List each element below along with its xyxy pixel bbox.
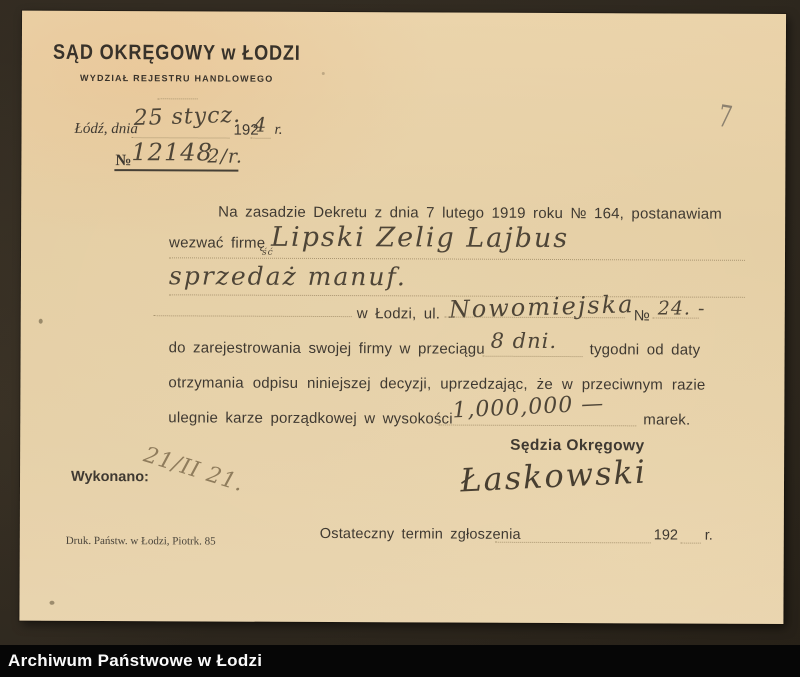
dotted-rule (653, 317, 699, 318)
dotted-rule (251, 138, 271, 139)
deadline-year: 192 (653, 527, 679, 544)
archive-caption-bar (0, 645, 800, 677)
deadline-suffix: r. (704, 527, 713, 544)
penalty-amount-handwritten: 1,000,000 — (451, 391, 605, 424)
paper-speck (322, 72, 325, 75)
date-year-printed: 192 (233, 121, 259, 139)
firm-name-handwritten: Lipski Zelig Lajbus (271, 221, 570, 255)
number-handwritten: 12148 (131, 138, 213, 167)
printer-note: Druk. Państw. w Łodzi, Piotrk. 85 (65, 534, 216, 548)
executed-label: Wykonano: (70, 468, 149, 486)
executed-date-handwritten: 21/II 21. (140, 442, 248, 498)
paper-speck (39, 319, 43, 324)
court-subtitle: WYDZIAŁ REJESTRU HANDLOWEGO (80, 72, 274, 84)
paper-speck (49, 601, 54, 605)
street-number-symbol: № (633, 307, 650, 325)
deadline-label: Ostateczny termin zgłoszenia (319, 525, 521, 543)
date-handwritten: 25 stycz. (133, 102, 242, 132)
dotted-rule (154, 315, 352, 317)
small-insert-mark: ść (261, 247, 274, 258)
number-symbol: № (115, 152, 132, 170)
dotted-rule (681, 543, 701, 544)
dotted-rule (169, 257, 745, 261)
dotted-rule (158, 98, 198, 99)
firm-activity-handwritten: sprzedaż manuf. (168, 261, 407, 292)
judge-title: Sędzia Okręgowy (510, 436, 645, 455)
body-line-6: otrzymania odpisu niniejszej decyzji, uprzedzając, że w przeciwnym razie (168, 374, 706, 394)
underline-rule (114, 169, 238, 172)
body-line-4-printed: w Łodzi, ul. (356, 305, 441, 323)
body-line-5-printed-a: do zarejestrowania swojej firmy w przeciągu (168, 339, 485, 358)
number-suffix-handwritten: 2/r. (207, 145, 244, 168)
pencil-mark: 7 (715, 98, 735, 136)
body-line-2-printed: wezwać firmę (169, 234, 266, 252)
body-line-7-printed-a: ulegnie karze porządkowej w wysokości (168, 409, 453, 428)
body-line-7-printed-b: marek. (643, 411, 691, 429)
dotted-rule (438, 424, 636, 426)
archive-name: Archiwum Państwowe w Łodzi (8, 651, 263, 670)
court-title: SĄD OKRĘGOWY w ŁODZI (53, 40, 301, 65)
date-year-handwritten: 4 (253, 112, 268, 137)
date-prefix: Łódź, dnia (74, 120, 138, 138)
dotted-rule (495, 542, 651, 544)
judge-signature: Łaskowski (459, 452, 648, 500)
dotted-rule (483, 356, 583, 357)
street-number-handwritten: 24. - (657, 297, 706, 320)
body-line-1: Na zasadzie Dekretu z dnia 7 lutego 1919 roku № 164, postanawiam (218, 203, 723, 223)
date-suffix: r. (274, 121, 283, 138)
letterhead (32, 41, 322, 84)
weeks-handwritten: 8 dni. (490, 328, 558, 354)
document-page (19, 11, 786, 624)
street-handwritten: Nowomiejska (448, 290, 635, 324)
body-line-5-printed-b: tygodni od daty (589, 341, 701, 359)
